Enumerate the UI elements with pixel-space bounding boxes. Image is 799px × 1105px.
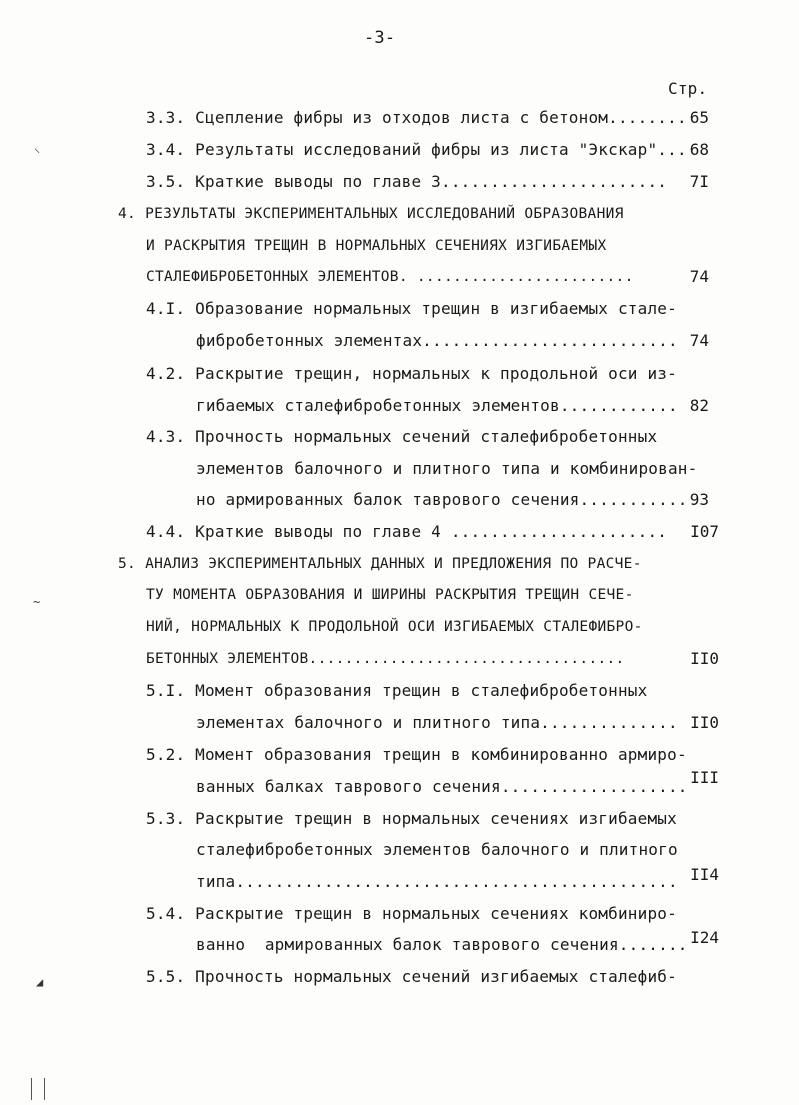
toc-line: элементов балочного и плитного типа и комбинирован- <box>196 459 698 478</box>
toc-line: ТУ МОМЕНТА ОБРАЗОВАНИЯ И ШИРИНЫ РАСКРЫТИЯ ТРЕЩИН СЕЧЕ- <box>146 587 634 603</box>
toc-page-number: I07 <box>690 522 719 541</box>
toc-line: 4.2. Раскрытие трещин, нормальных к продольной оси из- <box>146 364 677 383</box>
toc-line: 5.3. Раскрытие трещин в нормальных сечениях изгибаемых <box>146 809 677 828</box>
toc-page-number: 7I <box>689 172 709 191</box>
scan-artifact-mark: ~ <box>33 595 41 609</box>
toc-line: 4. РЕЗУЛЬТАТЫ ЭКСПЕРИМЕНТАЛЬНЫХ ИССЛЕДОВАНИЙ ОБРАЗОВАНИЯ <box>118 206 624 222</box>
toc-page-number: 65 <box>689 108 709 127</box>
toc-page-number: III <box>690 768 719 787</box>
toc-line: типа............................................. <box>196 872 678 891</box>
toc-line: 5. АНАЛИЗ ЭКСПЕРИМЕНТАЛЬНЫХ ДАННЫХ И ПРЕДЛОЖЕНИЯ ПО РАСЧЕ- <box>118 556 642 572</box>
toc-line: СТАЛЕФИБРОБЕТОННЫХ ЭЛЕМЕНТОВ. ........................ <box>146 269 634 285</box>
toc-line: 5.I. Момент образования трещин в сталефибробетонных <box>146 681 648 700</box>
toc-line: сталефибробетонных элементов балочного и плитного <box>196 840 678 859</box>
toc-line: ванно армированных балок таврового сечения....... <box>196 935 688 954</box>
scan-edge-line <box>44 1078 45 1100</box>
toc-line: 4.I. Образование нормальных трещин в изгибаемых стале- <box>146 299 677 318</box>
toc-page-number: 68 <box>689 140 709 159</box>
toc-line: НИЙ, НОРМАЛЬНЫХ К ПРОДОЛЬНОЙ ОСИ ИЗГИБАЕМЫХ СТАЛЕФИБРО- <box>146 619 643 635</box>
toc-line: 3.4. Результаты исследований фибры из листа "Экскар"... <box>146 140 687 159</box>
toc-line: 3.5. Краткие выводы по главе 3....................... <box>146 172 668 191</box>
toc-line: БЕТОННЫХ ЭЛЕМЕНТОВ................................... <box>146 651 625 667</box>
toc-page-number: 82 <box>689 396 709 415</box>
toc-page-number: 74 <box>689 331 709 350</box>
toc-line: но армированных балок таврового сечения........... <box>196 490 688 509</box>
toc-line: 5.5. Прочность нормальных сечений изгибаемых сталефиб- <box>146 967 677 986</box>
toc-line: ванных балках таврового сечения................... <box>196 777 688 796</box>
toc-line: элементах балочного и плитного типа.............. <box>196 713 678 732</box>
toc-line: 3.3. Сцепление фибры из отходов листа с бетоном........ <box>146 108 687 127</box>
scan-edge-line <box>31 1078 32 1100</box>
page-number: -3- <box>364 28 396 48</box>
toc-line: 4.4. Краткие выводы по главе 4 ...................... <box>146 522 668 541</box>
toc-page-number: II0 <box>690 649 719 668</box>
toc-page-number: 74 <box>689 267 709 286</box>
toc-page-number: II4 <box>690 865 719 884</box>
toc-line: 5.4. Раскрытие трещин в нормальных сечениях комбиниро- <box>146 904 677 923</box>
toc-line: гибаемых сталефибробетонных элементов............ <box>196 396 678 415</box>
scan-artifact-mark: ⸜ <box>34 141 41 155</box>
toc-page-number: I24 <box>690 928 719 947</box>
toc-line: 4.3. Прочность нормальных сечений сталефибробетонных <box>146 427 658 446</box>
toc-page-number: II0 <box>690 713 719 732</box>
toc-line: 5.2. Момент образования трещин в комбинированно армиро- <box>146 745 687 764</box>
toc-line: И РАСКРЫТИЯ ТРЕЩИН В НОРМАЛЬНЫХ СЕЧЕНИЯХ ИЗГИБАЕМЫХ <box>146 238 607 254</box>
page-column-header: Стр. <box>668 79 708 98</box>
toc-line: фибробетонных элементах.......................... <box>196 331 678 350</box>
scan-artifact-mark: ◢ <box>36 975 44 989</box>
toc-page-number: 93 <box>689 490 709 509</box>
